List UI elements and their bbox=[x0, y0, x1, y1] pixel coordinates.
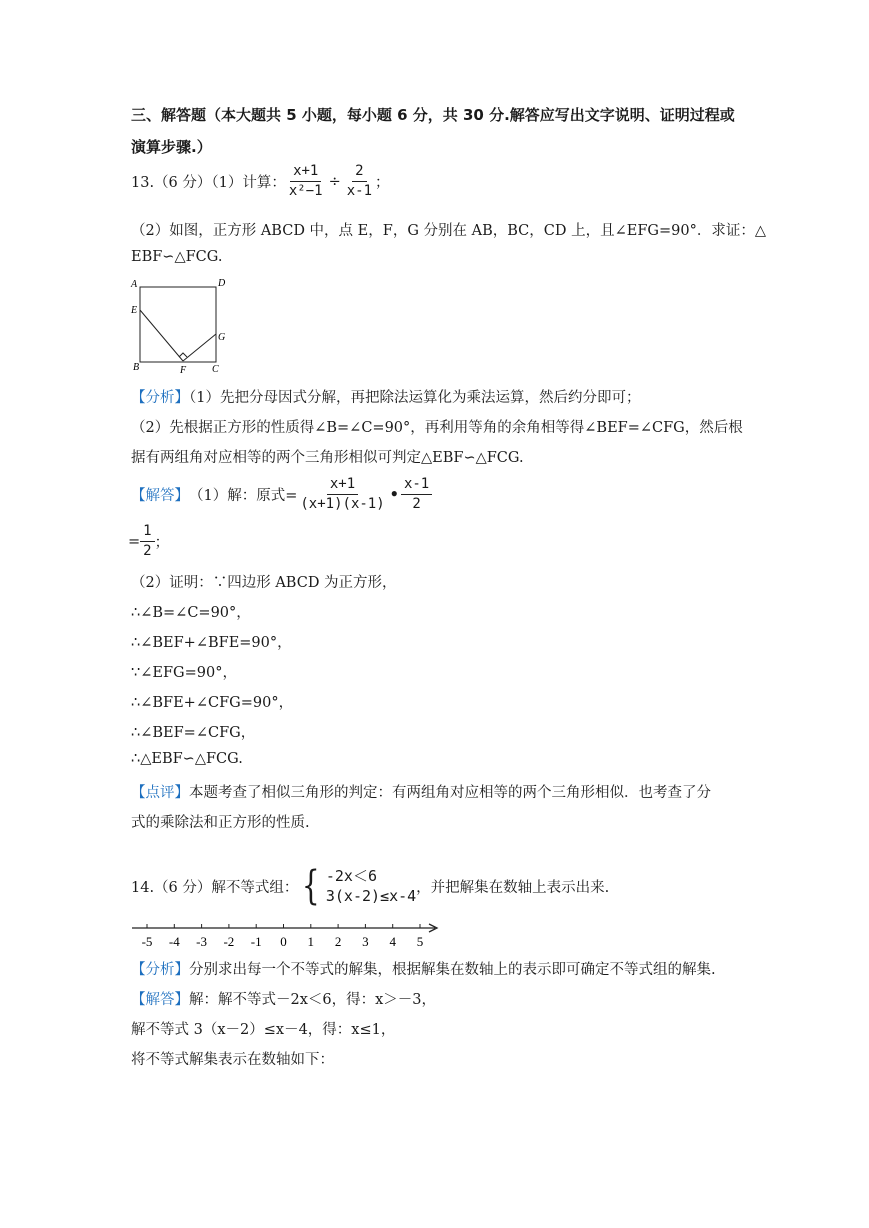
result-numerator: 1 bbox=[140, 523, 154, 542]
q13-comment-text1: 本题考查了相似三角形的判定：有两组角对应相等的两个三角形相似．也考查了分 bbox=[189, 785, 711, 801]
q13-divide-sign: ÷ bbox=[328, 173, 341, 190]
label-g: G bbox=[218, 332, 226, 343]
section-heading-line2: 演算步骤.） bbox=[131, 138, 212, 156]
answer-fraction-2 bbox=[401, 476, 432, 513]
result-suffix: ； bbox=[154, 535, 170, 551]
section-heading-line1: 三、解答题（本大题共 5 小题，每小题 6 分，共 30 分.解答应写出文字说明、证明过程或 bbox=[131, 106, 735, 124]
answer-frac1-denominator: (x+1)(x-1) bbox=[300, 496, 385, 512]
tick-label: 0 bbox=[280, 934, 287, 949]
tick-label: 4 bbox=[389, 934, 396, 949]
q13-result-line bbox=[128, 523, 169, 560]
inequality-system bbox=[298, 863, 417, 909]
tick-label: 5 bbox=[416, 934, 424, 949]
q13-fraction-1 bbox=[286, 163, 326, 200]
q13-analysis-line1 bbox=[131, 386, 640, 407]
answer-dot: • bbox=[389, 486, 399, 503]
q14-answer-text1: 解：解不等式－2x＜6，得：x＞－3， bbox=[189, 992, 437, 1008]
label-b: B bbox=[133, 362, 140, 373]
answer-frac1-numerator: x+1 bbox=[327, 476, 358, 495]
q14-analysis-line bbox=[131, 958, 716, 979]
proof-line: ∴∠BEF=∠CFG， bbox=[131, 725, 256, 741]
q14-answer-line2: 解不等式 3（x－2）≤x－4，得：x≤1， bbox=[131, 1022, 396, 1038]
q14-problem bbox=[131, 863, 610, 909]
right-angle-mark bbox=[179, 353, 187, 357]
label-c: C bbox=[212, 364, 219, 375]
proof-line: （2）证明：∵四边形 ABCD 为正方形， bbox=[131, 575, 397, 591]
proof-line: ∴∠BFE+∠CFG=90°， bbox=[131, 695, 294, 711]
q13-comment-line2: 式的乘除法和正方形的性质. bbox=[131, 815, 310, 831]
q13-analysis-tag: 【分析】 bbox=[131, 390, 189, 406]
q13-analysis-line3: 据有两组角对应相等的两个三角形相似可判定△EBF∽△FCG. bbox=[131, 450, 524, 466]
q13-frac2-numerator: 2 bbox=[352, 163, 366, 182]
q13-analysis-text1: （1）先把分母因式分解，再把除法运算化为乘法运算，然后约分即可； bbox=[189, 390, 641, 406]
answer-fraction-1 bbox=[297, 476, 387, 513]
result-fraction bbox=[140, 523, 154, 560]
tick-label: -2 bbox=[223, 934, 235, 949]
tick-label: 1 bbox=[307, 934, 315, 949]
answer-frac2-denominator: 2 bbox=[412, 496, 421, 512]
tick-label: -4 bbox=[168, 934, 180, 949]
q13-frac1-numerator: x+1 bbox=[290, 163, 321, 182]
q14-prefix: 14.（6 分）解不等式组： bbox=[131, 879, 299, 896]
q14-analysis-tag: 【分析】 bbox=[131, 962, 189, 978]
inequality-1: -2x＜6 bbox=[325, 867, 377, 885]
tick-label: -1 bbox=[250, 934, 262, 949]
q14-analysis-text: 分别求出每一个不等式的解集，根据解集在数轴上的表示即可确定不等式组的解集. bbox=[189, 962, 716, 978]
tick-label: 3 bbox=[362, 934, 369, 949]
q14-answer-line1 bbox=[131, 988, 436, 1009]
segment-fg bbox=[183, 334, 216, 361]
q13-answer-line bbox=[131, 476, 432, 513]
q13-fraction-2 bbox=[344, 163, 375, 200]
result-denominator: 2 bbox=[143, 543, 152, 559]
number-line bbox=[128, 918, 448, 952]
label-d: D bbox=[218, 278, 226, 289]
proof-line: ∴∠B=∠C=90°， bbox=[131, 605, 251, 621]
answer-frac2-numerator: x-1 bbox=[401, 476, 432, 495]
q13-problem bbox=[131, 163, 390, 200]
result-equals: = bbox=[128, 533, 141, 550]
q13-answer-tag: 【解答】 bbox=[131, 488, 189, 504]
proof-line: ∵∠EFG=90°， bbox=[131, 665, 237, 681]
q13-frac2-denominator: x-1 bbox=[346, 183, 373, 199]
q13-part2-line2: EBF∽△FCG. bbox=[131, 249, 223, 265]
q13-prefix: 13.（6 分）（1）计算： bbox=[131, 175, 286, 191]
q13-comment-tag: 【点评】 bbox=[131, 785, 189, 801]
q14-suffix: ，并把解集在数轴上表示出来. bbox=[416, 879, 610, 896]
segment-ef bbox=[140, 310, 183, 361]
q13-comment-line1 bbox=[131, 781, 711, 802]
tick-label: -3 bbox=[196, 934, 208, 949]
tick-label: -5 bbox=[141, 934, 153, 949]
q13-part2-line1: （2）如图，正方形 ABCD 中，点 E，F，G 分别在 AB，BC，CD 上，且∠EFG=90°．求证：△ bbox=[131, 223, 766, 239]
proof-line: ∴∠BEF+∠BFE=90°， bbox=[131, 635, 292, 651]
square-abcd-figure bbox=[128, 274, 232, 376]
q13-frac1-denominator: x²−1 bbox=[288, 183, 323, 199]
label-a: A bbox=[131, 279, 138, 290]
q13-analysis-line2: （2）先根据正方形的性质得∠B=∠C=90°，再利用等角的余角相等得∠BEF=∠CFG，然后根 bbox=[131, 420, 743, 436]
label-e: E bbox=[131, 305, 138, 316]
q13-suffix: ； bbox=[375, 175, 390, 191]
q14-answer-line3: 将不等式解集表示在数轴如下： bbox=[131, 1052, 334, 1068]
inequality-2: 3(x-2)≤x-4 bbox=[325, 887, 417, 905]
q13-answer-prefix: （1）解：原式= bbox=[189, 488, 298, 504]
label-f: F bbox=[180, 365, 187, 376]
q14-answer-tag: 【解答】 bbox=[131, 992, 189, 1008]
tick-label: 2 bbox=[334, 934, 342, 949]
proof-line: ∴△EBF∽△FCG. bbox=[131, 751, 243, 767]
square-outline bbox=[140, 287, 216, 362]
brace-icon: { bbox=[302, 863, 321, 909]
